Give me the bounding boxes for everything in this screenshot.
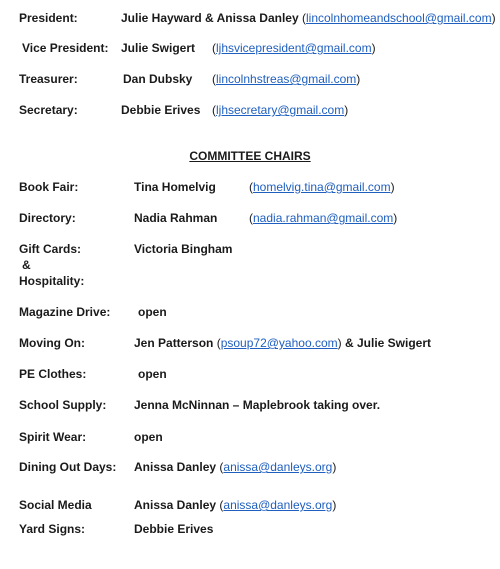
chair-row-school-supply	[0, 397, 500, 413]
role-label: Yard Signs:	[19, 522, 86, 536]
role-label: Spirit Wear:	[19, 430, 87, 444]
email-link[interactable]: ljhsecretary@gmail.com	[216, 103, 345, 117]
officer-name: Julie Hayward & Anissa Danley (lincolnhomeandschool@gmail.com)	[121, 11, 496, 25]
chair-row-social-media	[0, 497, 500, 513]
role-label: Magazine Drive:	[19, 305, 111, 319]
chair-row-magazine-drive	[0, 304, 500, 320]
officer-row-president	[0, 10, 500, 26]
role-label: Book Fair:	[19, 180, 79, 194]
officer-email: (lincolnhstreas@gmail.com)	[212, 72, 361, 86]
email-link[interactable]: homelvig.tina@gmail.com	[253, 180, 391, 194]
committee-chairs-heading: COMMITTEE CHAIRS	[189, 149, 311, 163]
chair-name: Jenna McNinnan – Maplebrook taking over.	[134, 398, 381, 412]
role-label: Directory:	[19, 211, 76, 225]
role-label: Secretary:	[19, 103, 78, 117]
role-label: Hospitality:	[19, 274, 85, 288]
role-label-ampersand: &	[22, 258, 31, 272]
email-link[interactable]: anissa@danleys.org	[223, 498, 333, 512]
chair-row-moving-on	[0, 335, 500, 351]
chair-name: Debbie Erives	[134, 522, 214, 536]
chair-row-dining-out-days	[0, 459, 500, 475]
officer-row-vice-president	[0, 40, 500, 56]
officer-row-secretary	[0, 102, 500, 118]
chair-row-book-fair	[0, 179, 500, 195]
chair-row-directory	[0, 210, 500, 226]
role-label: Social Media	[19, 498, 92, 512]
email-link[interactable]: nadia.rahman@gmail.com	[253, 211, 394, 225]
chair-name: open	[138, 367, 167, 381]
chair-name: Tina Homelvig	[134, 180, 216, 194]
email-link[interactable]: lincolnhstreas@gmail.com	[216, 72, 357, 86]
chair-name: Jen Patterson (psoup72@yahoo.com) & Julie Swigert	[134, 336, 432, 350]
chair-row-yard-signs	[0, 521, 500, 537]
officer-name: Julie Swigert	[121, 41, 196, 55]
role-label: Gift Cards:	[19, 242, 82, 256]
role-label: PE Clothes:	[19, 367, 87, 381]
role-label: President:	[19, 11, 78, 25]
role-label: School Supply:	[19, 398, 107, 412]
email-link[interactable]: ljhsvicepresident@gmail.com	[216, 41, 372, 55]
chair-name: open	[134, 430, 163, 444]
chair-name: Anissa Danley (anissa@danleys.org)	[134, 460, 337, 474]
officer-email: (ljhsvicepresident@gmail.com)	[212, 41, 376, 55]
officer-name: Dan Dubsky	[123, 72, 193, 86]
officer-row-treasurer	[0, 71, 500, 87]
chair-row-spirit-wear	[0, 429, 500, 445]
email-link[interactable]: anissa@danleys.org	[223, 460, 333, 474]
role-label: Vice President:	[22, 41, 109, 55]
chair-row-pe-clothes	[0, 366, 500, 382]
chair-name: Nadia Rahman	[134, 211, 218, 225]
chair-name-row	[0, 241, 500, 257]
chair-email: (nadia.rahman@gmail.com)	[249, 211, 398, 225]
officer-name: Debbie Erives	[121, 103, 201, 117]
chair-email: (homelvig.tina@gmail.com)	[249, 180, 395, 194]
chair-name: open	[138, 305, 167, 319]
role-label: Treasurer:	[19, 72, 78, 86]
email-link[interactable]: psoup72@yahoo.com	[220, 336, 338, 350]
chair-name: Anissa Danley (anissa@danleys.org)	[134, 498, 337, 512]
role-label: Dining Out Days:	[19, 460, 117, 474]
officer-email: (ljhsecretary@gmail.com)	[212, 103, 349, 117]
email-link[interactable]: lincolnhomeandschool@gmail.com	[305, 11, 492, 25]
role-label: Moving On:	[19, 336, 85, 350]
chair-name: Victoria Bingham	[134, 242, 233, 256]
